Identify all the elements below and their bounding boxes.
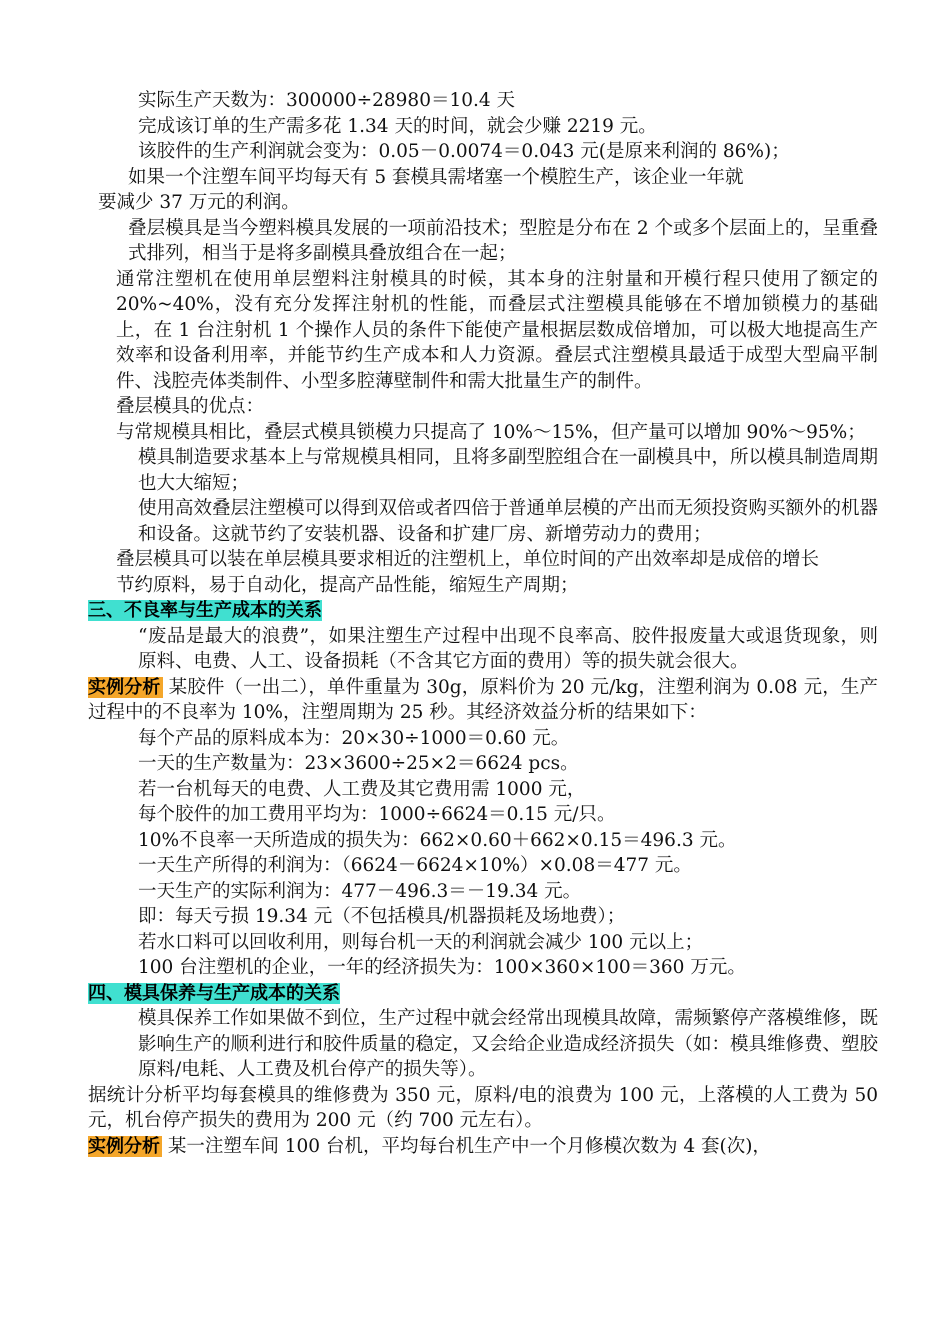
section-4-stats: 据统计分析平均每套模具的维修费为 350 元，原料/电的浪费为 100 元，上落模的人工费为 50 元，机台停产损失的费用为 200 元（约 700 元左右）。 — [88, 1084, 878, 1131]
example-analysis-text: 某一注塑车间 100 台机，平均每台机生产中一个月修模次数为 4 套(次)， — [162, 1135, 771, 1157]
calc-line: 即：每天亏损 19.34 元（不包括模具/机器损耗及场地费）； — [138, 906, 626, 927]
paragraph: 节约原料，易于自动化，提高产品性能，缩短生产周期； — [116, 574, 579, 596]
calc-line: 一天的生产数量为：23×3600÷25×2＝6624 pcs。 — [138, 753, 579, 774]
example-analysis-tag: 实例分析 — [88, 676, 161, 698]
paragraph: 该胶件的生产利润就会变为：0.05－0.0074＝0.043 元(是原来利润的 86%)； — [138, 141, 790, 162]
calc-line: 100 台注塑机的企业，一年的经济损失为：100×360×100＝360 万元。 — [138, 957, 746, 978]
section-4-intro: 模具保养工作如果做不到位，生产过程中就会经常出现模具故障，需频繁停产落模维修，既影响生产的顺利进行和胶件质量的稳定，又会给企业造成经济损失（如：模具维修费、塑胶原料/电耗、人工费及机台停产的损失等）。 — [138, 1008, 879, 1080]
example-analysis-tag: 实例分析 — [88, 1135, 160, 1157]
paragraph: 要减少 37 万元的利润。 — [98, 192, 300, 213]
calc-line: 10%不良率一天所造成的损失为：662×0.60＋662×0.15＝496.3 元。 — [138, 829, 737, 851]
section-4-heading: 四、模具保养与生产成本的关系 — [88, 982, 340, 1004]
section-4-heading-line — [88, 981, 878, 1007]
example-analysis-text: 某胶件（一出二），单件重量为 30g，原料价为 20 元/kg，注塑利润为 0.08 元，生产过程中的不良率为 10%，注塑周期为 25 秒。其经济效益分析的结果如下： — [88, 676, 879, 723]
paragraph: 完成该订单的生产需多花 1.34 天的时间，就会少赚 2219 元。 — [138, 115, 657, 137]
paragraph: 如果一个注塑车间平均每天有 5 套模具需堵塞一个模腔生产，该企业一年就 — [128, 166, 744, 188]
section-3-example — [88, 675, 878, 726]
paragraph: 叠层模具是当今塑料模具发展的一项前沿技术；型腔是分布在 2 个或多个层面上的，呈重叠式排列，相当于是将多副模具叠放组合在一起； — [128, 217, 878, 264]
calc-line: 每个胶件的加工费用平均为：1000÷6624＝0.15 元/只。 — [138, 804, 616, 825]
paragraph: 通常注塑机在使用单层塑料注射模具的时候，其本身的注射量和开模行程只使用了额定的 20%~40%，没有充分发挥注射机的性能，而叠层式注塑模具能够在不增加锁模力的基础上，在 1 台注射机 1 个操作人员的条件下能使产量根据层数成倍增加，可以极大地提高生产效率和设备利用率，并能节约生产成本和人力资源。叠层式注塑模具最适于成型大型扁平制件、浅腔壳体类制件、小型多腔薄壁制件和需大批量生产的制件。 — [116, 268, 878, 392]
paragraph: 叠层模具可以装在单层模具要求相近的注塑机上，单位时间的产出效率却是成倍的增长 — [116, 549, 820, 570]
section-3-heading-line — [88, 598, 878, 624]
paragraph: 与常规模具相比，叠层式模具锁模力只提高了 10%～15%，但产量可以增加 90%～95%； — [116, 421, 866, 443]
paragraph: 模具制造要求基本上与常规模具相同，且将多副型腔组合在一副模具中，所以模具制造周期也大大缩短； — [138, 447, 879, 494]
section-3-intro: “废品是最大的浪费”，如果注塑生产过程中出现不良率高、胶件报废量大或退货现象，则原料、电费、人工、设备损耗（不含其它方面的费用）等的损失就会很大。 — [138, 625, 878, 672]
calc-line: 每个产品的原料成本为：20×30÷1000＝0.60 元。 — [138, 727, 570, 749]
calc-line: 一天生产所得的利润为：（6624－6624×10%）×0.08＝477 元。 — [138, 855, 692, 876]
paragraph: 实际生产天数为：300000÷28980＝10.4 天 — [138, 90, 516, 111]
calc-line: 若水口料可以回收利用，则每台机一天的利润就会减少 100 元以上； — [138, 931, 704, 953]
calc-line: 一天生产的实际利润为：477－496.3＝－19.34 元。 — [138, 880, 582, 902]
document-body — [88, 88, 878, 1159]
paragraph: 使用高效叠层注塑模可以得到双倍或者四倍于普通单层模的产出而无须投资购买额外的机器和设备。这就节约了安装机器、设备和扩建厂房、新增劳动力的费用； — [138, 498, 879, 545]
section-3-heading: 三、不良率与生产成本的关系 — [88, 600, 322, 621]
calc-line: 若一台机每天的电费、人工费及其它费用需 1000 元， — [138, 778, 586, 800]
paragraph: 叠层模具的优点： — [116, 396, 265, 417]
section-4-example — [88, 1134, 878, 1160]
